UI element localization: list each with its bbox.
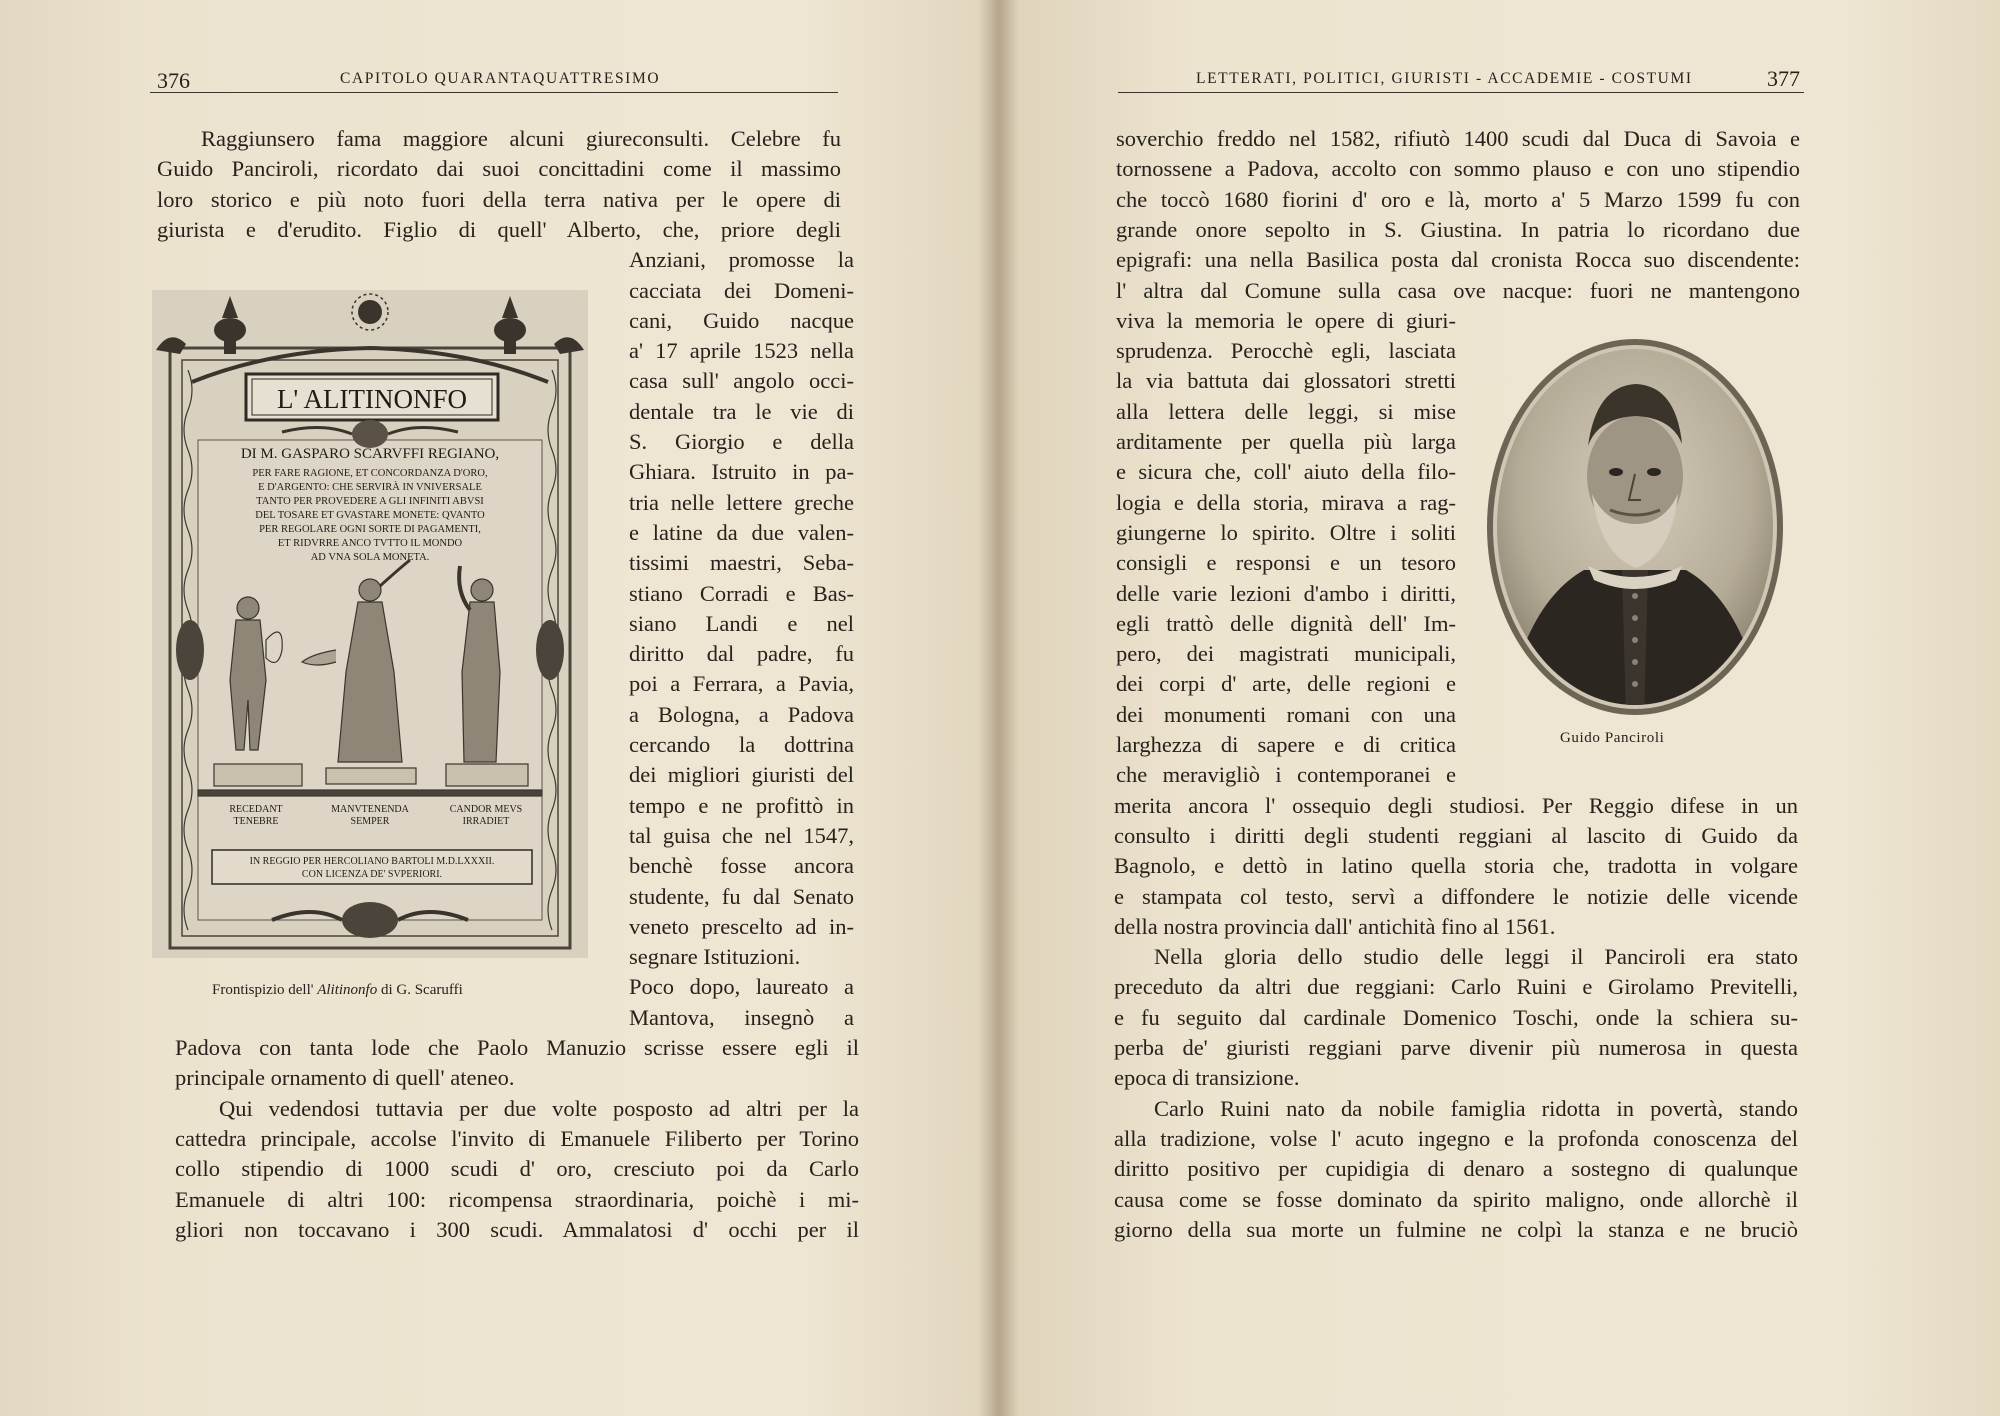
text-line: viva la memoria le opere di giuri-: [1116, 307, 1456, 333]
inscription-line: E D'ARGENTO: CHE SERVIRÀ IN VNIVERSALE: [258, 482, 482, 493]
left-running-head: CAPITOLO QUARANTAQUATTRESIMO: [340, 70, 661, 87]
inscription-line: DI M. GASPARO SCARVFFI REGIANO,: [240, 446, 500, 462]
plinth-label: RECEDANT: [229, 804, 283, 815]
text-line: la via battuta dai glossatori stretti: [1116, 368, 1456, 394]
text-line: larghezza di sapere e di critica: [1116, 732, 1456, 757]
text-line: Emanuele di altri 100: ricompensa straordinaria, poichè i mi-: [175, 1186, 859, 1212]
text-line: sprudenza. Perocchè egli, lasciata: [1116, 338, 1456, 364]
text-line: perba de' giuristi reggiani parve divenir più numerosa in questa: [1114, 1035, 1798, 1060]
text-line: logia e della storia, mirava a rag-: [1116, 489, 1456, 515]
text-line: consulto i diritti degli studenti reggiani al lascito di Guido da: [1114, 822, 1798, 848]
text-line: e sicura che, coll' aiuto della filo-: [1116, 459, 1456, 485]
text-line: principale ornamento di quell' ateneo.: [175, 1065, 515, 1091]
text-line: e latine da due valen-: [629, 519, 854, 545]
text-line: Padova con tanta lode che Paolo Manuzio scrisse essere egli il: [175, 1035, 859, 1060]
book-gutter: [978, 0, 1018, 1416]
text-line: cercando la dottrina: [629, 732, 854, 757]
text-line: giorno della sua morte un fulmine ne colpì la stanza e ne bruciò: [1114, 1216, 1798, 1242]
text-line: dei migliori giuristi del: [629, 762, 854, 788]
frontispiece-engraving: [152, 290, 588, 958]
plinth-label: CANDOR MEVS: [449, 804, 523, 815]
text-line: preceduto da altri due reggiani: Carlo Ruini e Girolamo Previtelli,: [1114, 974, 1798, 1000]
text-line: giungerne lo spirito. Oltre i soliti: [1116, 519, 1456, 545]
text-line: stiano Corradi e Bas-: [629, 580, 854, 606]
text-line: che toccò 1680 fiorini d' oro e là, morto a' 5 Marzo 1599 fu con: [1116, 186, 1800, 212]
plinth-label: TENEBRE: [233, 816, 279, 827]
text-line: siano Landi e nel: [629, 610, 854, 636]
text-line: veneto prescelto ad in-: [629, 913, 854, 939]
text-line: delle varie lezioni d'ambo i diritti,: [1116, 580, 1456, 606]
text-line: tornossene a Padova, accolto con sommo plauso e con uno stipendio: [1116, 156, 1800, 182]
frontispiece-plinth-labels: [229, 804, 522, 827]
text-line: alla tradizione, volse l' acuto ingegno e la profonda conoscenza del: [1114, 1125, 1798, 1151]
text-line: S. Giorgio e della: [629, 429, 854, 454]
text-line: dei corpi d' arte, delle regioni e: [1116, 671, 1456, 697]
right-page-number: 377: [1767, 66, 1800, 91]
text-line: cattedra principale, accolse l'invito di Emanuele Filiberto per Torino: [175, 1125, 859, 1151]
text-line: Poco dopo, laureato a: [629, 974, 854, 1000]
text-line: alla lettera delle leggi, si mise: [1116, 398, 1456, 424]
plinth-label: IRRADIET: [462, 816, 510, 827]
text-line: Ghiara. Istruito in pa-: [629, 459, 854, 485]
inscription-line: TANTO PER PROVEDERE A GLI INFINITI ABVSI: [256, 496, 484, 507]
inscription-line: PER FARE RAGIONE, ET CONCORDANZA D'ORO,: [252, 468, 488, 479]
text-line: pero, dei magistrati municipali,: [1116, 641, 1456, 667]
text-line: epigrafi: una nella Basilica posta dal cronista Rocca suo discendente:: [1116, 247, 1800, 273]
plinth-label: MANVTENENDA: [331, 804, 409, 815]
frontispiece-figure: [152, 290, 588, 958]
text-line: dei monumenti romani con una: [1116, 701, 1456, 727]
text-line: a' 17 aprile 1523 nella: [629, 338, 854, 364]
text-line: casa sull' angolo occi-: [629, 368, 854, 394]
text-line: grande onore sepolto in S. Giustina. In patria lo ricordano due: [1116, 216, 1800, 242]
text-line: tal guisa che nel 1547,: [629, 822, 854, 848]
inscription-line: AD VNA SOLA MONETA.: [310, 552, 430, 563]
frontispiece-caption-title: Alitinonfo: [317, 982, 378, 998]
text-line: diritto dal padre, fu: [629, 641, 854, 667]
text-line: collo stipendio di 1000 scudi d' oro, cresciuto poi da Carlo: [175, 1156, 859, 1182]
text-line: Qui vedendosi tuttavia per due volte posposto ad altri per la: [219, 1095, 859, 1121]
inscription-line: ET RIDVRRE ANCO TVTTO IL MONDO: [277, 538, 463, 549]
text-line: Mantova, insegnò a: [629, 1004, 854, 1030]
text-line: tissimi maestri, Seba-: [629, 550, 854, 576]
text-line: benchè fosse ancora: [629, 853, 854, 879]
inscription-line: DEL TOSARE ET GVASTARE MONETE: QVANTO: [255, 510, 485, 521]
text-line: soverchio freddo nel 1582, rifiutò 1400 scudi dal Duca di Savoia e: [1116, 126, 1800, 151]
text-line: della nostra provincia dall' antichità fino al 1561.: [1114, 913, 1556, 939]
text-line: Nella gloria dello studio delle leggi il Panciroli era stato: [1154, 944, 1798, 970]
text-line: loro storico e più noto fuori della terra nativa per le opere di: [157, 186, 841, 212]
text-line: cacciata dei Domeni-: [629, 277, 854, 303]
text-line: Guido Panciroli, ricordato dai suoi concittadini come il massimo: [157, 156, 841, 182]
portrait-figure: [1484, 334, 1786, 720]
text-line: merita ancora l' ossequio degli studiosi. Per Reggio difese in un: [1114, 792, 1798, 818]
text-line: gliori non toccavano i 300 scudi. Ammalatosi d' occhi per il: [175, 1216, 859, 1242]
text-line: cani, Guido nacque: [629, 307, 854, 333]
text-line: e fu seguito dal cardinale Domenico Toschi, onde la schiera su-: [1114, 1004, 1798, 1030]
text-line: consigli e responsi e un tesoro: [1116, 550, 1456, 576]
text-line: a Bologna, a Padova: [629, 701, 854, 727]
imprint-line: CON LICENZA DE' SVPERIORI.: [301, 869, 443, 880]
text-line: studente, fu dal Senato: [629, 883, 854, 909]
text-line: l' altra dal Comune sulla casa ove nacque: fuori ne mantengono: [1116, 277, 1800, 303]
text-line: tempo e ne profittò in: [629, 792, 854, 818]
right-running-head: LETTERATI, POLITICI, GIURISTI - ACCADEMIE - COSTUMI: [1196, 70, 1693, 87]
text-line: Anziani, promosse la: [629, 247, 854, 273]
plinth-label: SEMPER: [350, 816, 390, 827]
left-page-number: 376: [157, 68, 190, 93]
portrait-engraving: [1484, 334, 1786, 720]
text-line: Bagnolo, e dettò in latino quella storia che, tradotta in volgare: [1114, 853, 1798, 879]
inscription-line: PER REGOLARE OGNI SORTE DI PAGAMENTI,: [259, 524, 481, 535]
frontispiece-caption: Frontispizio dell' Alitinonfo di G. Scaruffi: [212, 982, 463, 998]
text-line: segnare Istituzioni.: [629, 944, 801, 970]
text-line: dentale tra le vie di: [629, 398, 854, 424]
text-line: arditamente per quella più larga: [1116, 429, 1456, 454]
text-line: e stampata col testo, servì a diffondere le notizie delle vicende: [1114, 883, 1798, 909]
text-line: che meravigliò i contemporanei e: [1116, 762, 1456, 788]
text-line: causa come se fosse dominato da spirito maligno, onde allorchè il: [1114, 1186, 1798, 1212]
text-line: giurista e d'erudito. Figlio di quell' Alberto, che, priore degli: [157, 216, 841, 242]
text-line: tria nelle lettere greche: [629, 489, 854, 515]
text-line: egli trattò delle dignità dell' Im-: [1116, 610, 1456, 636]
right-header-rule: [1118, 92, 1804, 93]
text-line: poi a Ferrara, a Pavia,: [629, 671, 854, 697]
portrait-caption: Guido Panciroli: [1560, 730, 1665, 746]
text-line: epoca di transizione.: [1114, 1065, 1300, 1091]
text-line: diritto positivo per cupidigia di denaro a sostegno di qualunque: [1114, 1156, 1798, 1182]
text-line: Carlo Ruini nato da nobile famiglia ridotta in povertà, stando: [1154, 1095, 1798, 1121]
left-header-rule: [150, 92, 838, 93]
text-line: Raggiunsero fama maggiore alcuni giureconsulti. Celebre fu: [201, 126, 841, 151]
frontispiece-cartouche-title: L' ALITINONFO: [276, 384, 468, 414]
imprint-line: IN REGGIO PER HERCOLIANO BARTOLI M.D.LXXXII.: [249, 856, 495, 867]
